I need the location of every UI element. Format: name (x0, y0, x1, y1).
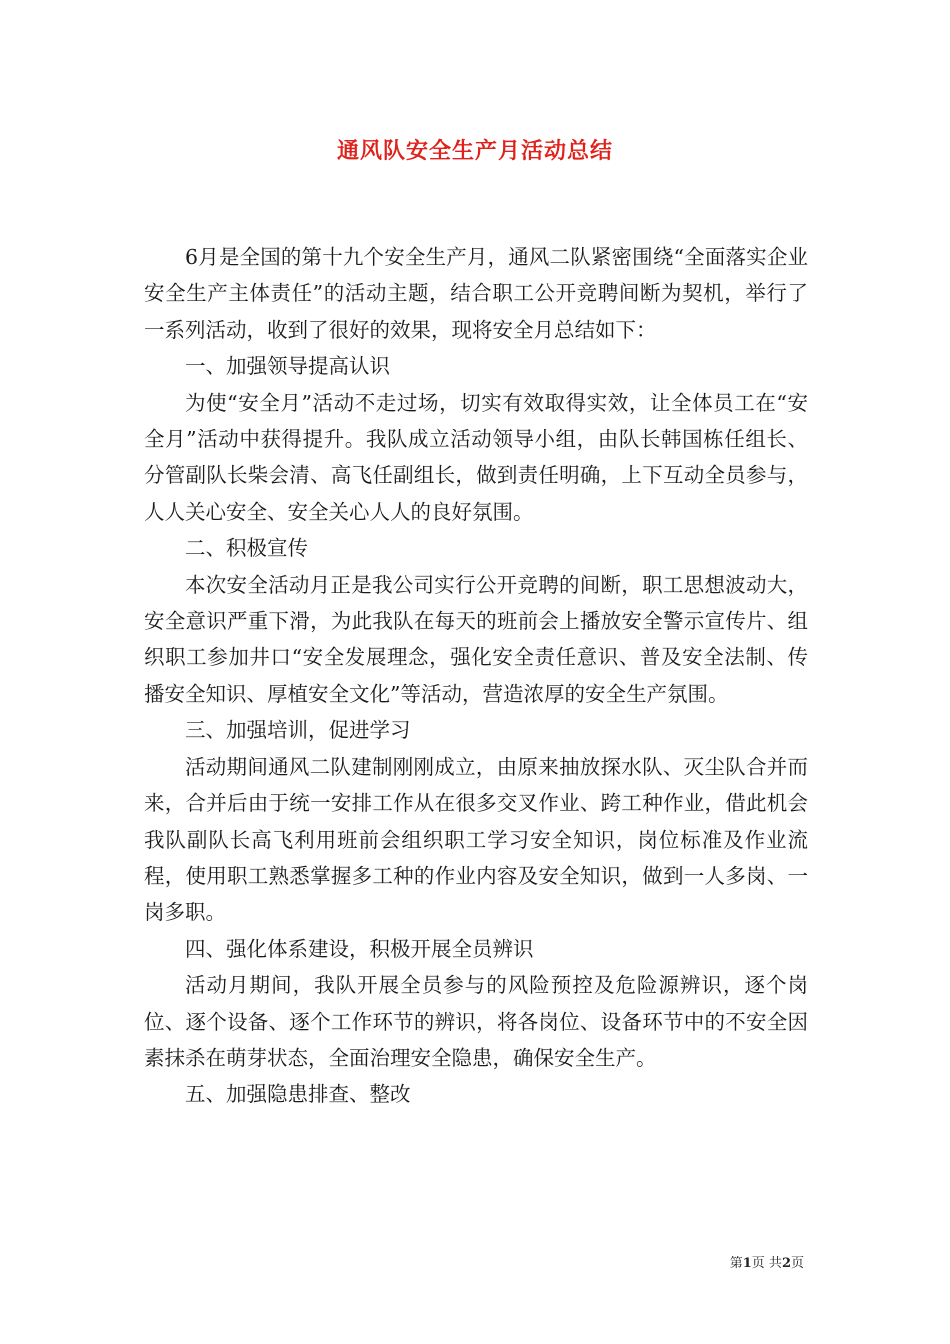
footer-current-page: 1 (742, 1256, 752, 1271)
footer-middle: 页 共 (751, 1256, 782, 1271)
footer-total-pages: 2 (781, 1256, 791, 1271)
section-heading-2: 二、积极宣传 (185, 536, 308, 561)
page-footer (730, 1252, 804, 1271)
section-heading-1: 一、加强领导提高认识 (185, 354, 390, 379)
paragraph-intro: 6月是全国的第十九个安全生产月，通风二队紧密围绕“全面落实企业安全生产主体责任”的活动主题，结合职工公开竞聘间断为契机，举行了一系列活动，收到了很好的效果，现将安全月总结如下： (144, 245, 808, 342)
section-heading-3: 三、加强培训，促进学习 (185, 718, 411, 743)
document-title: 通风队安全生产月活动总结 (336, 138, 613, 164)
document-body (144, 239, 808, 1113)
paragraph-section-3: 活动期间通风二队建制刚刚成立，由原来抽放探水队、灭尘队合并而来，合并后由于统一安排工作从在很多交叉作业、跨工种作业，借此机会我队副队长高飞利用班前会组织职工学习安全知识，岗位标准及作业流程，使用职工熟悉掌握多工种的作业内容及安全知识，做到一人多岗、一岗多职。 (144, 754, 808, 925)
paragraph-section-4: 活动月期间，我队开展全员参与的风险预控及危险源辨识，逐个岗位、逐个设备、逐个工作环节的辨识，将各岗位、设备环节中的不安全因素抹杀在萌芽状态，全面治理安全隐患，确保安全生产。 (144, 973, 808, 1070)
section-heading-5: 五、加强隐患排查、整改 (185, 1082, 411, 1107)
paragraph-section-1: 为使“安全月”活动不走过场，切实有效取得实效，让全体员工在“安全月”活动中获得提升。我队成立活动领导小组，由队长韩国栋任组长、分管副队长柴会清、高飞任副组长，做到责任明确，上下互动全员参与，人人关心安全、安全关心人人的良好氛围。 (144, 390, 808, 524)
footer-suffix: 页 (790, 1256, 804, 1271)
footer-prefix: 第 (729, 1256, 743, 1271)
paragraph-section-2: 本次安全活动月正是我公司实行公开竞聘的间断，职工思想波动大，安全意识严重下滑，为此我队在每天的班前会上播放安全警示宣传片、组织职工参加井口“安全发展理念，强化安全责任意识、普及安全法制、传播安全知识、厚植安全文化”等活动，营造浓厚的安全生产氛围。 (144, 572, 808, 706)
section-heading-4: 四、强化体系建设，积极开展全员辨识 (185, 936, 534, 961)
